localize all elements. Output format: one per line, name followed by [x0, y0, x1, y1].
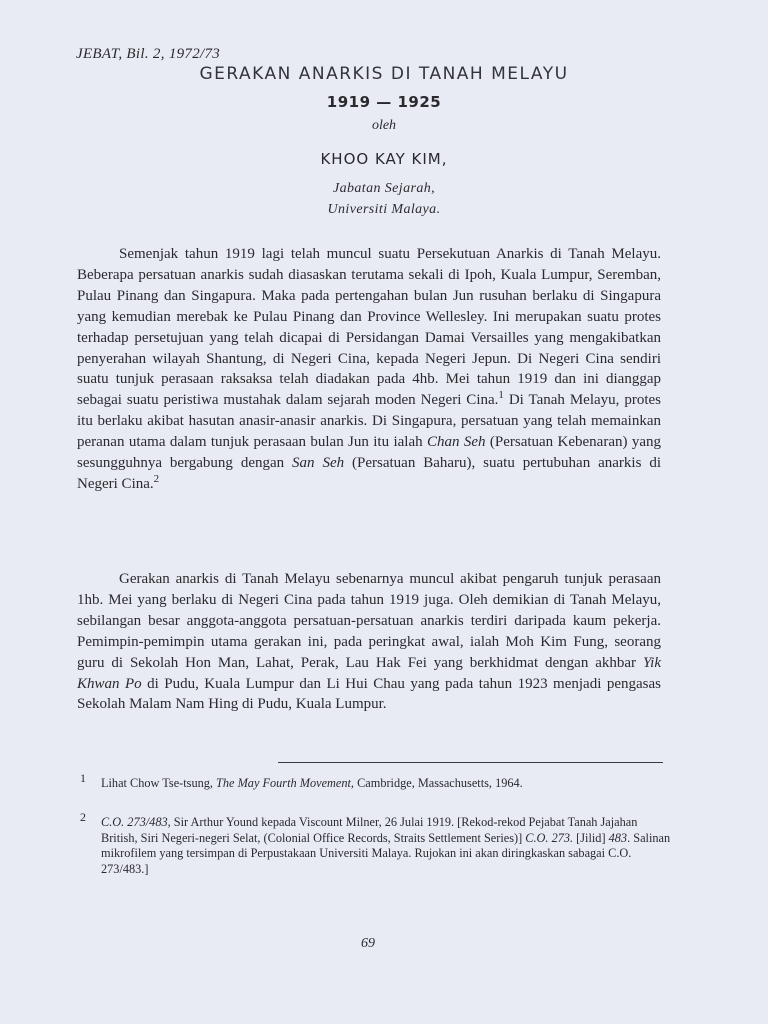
footnote-2	[101, 815, 673, 877]
fn2-text-b: [Jilid]	[573, 830, 609, 845]
footnote-1	[101, 776, 673, 792]
fn2-text-a: Sir Arthur Yound kepada Viscount Milner, 26 Julai 1919. [Rekod-rekod Pejabat Tanah Jajahan British, Siri Negeri-negeri Selat, (Colonial Office Records, Straits Settlement Series)]	[101, 815, 638, 845]
fn1-text-b: Cambridge, Massachusetts, 1964.	[354, 776, 523, 790]
p2-italic-newspaper: Yik Khwan Po	[77, 654, 661, 692]
fn1-text-a: Lihat Chow Tse-tsung,	[101, 776, 217, 790]
p1-text-c: (Persatuan Kebenaran) yang sesungguhnya bergabung dengan	[77, 434, 662, 472]
p1-text-d: (Persatuan Baharu), suatu pertubuhan anarkis di Negeri Cina.	[77, 455, 661, 492]
footnote-number-1: 1	[80, 771, 86, 785]
fn1-italic-book: The May Fourth Movement,	[216, 776, 355, 790]
p2-text-b: di Pudu, Kuala Lumpur dan Li Hui Chau yang pada tahun 1923 menjadi pengasas Sekolah Malam Nam Hing di Pudu, Kuala Lumpur.	[77, 675, 661, 713]
body-paragraph-2	[77, 569, 661, 715]
article-title: GERAKAN ANARKIS DI TANAH MELAYU	[199, 64, 569, 84]
author-name: KHOO KAY KIM,	[320, 150, 448, 168]
fn2-italic-ref3: 483	[608, 830, 628, 845]
byline-oleh: oleh	[371, 118, 397, 133]
footnote-ref-2: 2	[153, 472, 160, 485]
p1-text-b: Di Tanah Melayu, protes itu berlaku akibat hasutan anasir-anasir anarkis. Di Singapura, persatuan yang telah memainkan peranan utama dalam tunjuk perasaan bulan Jun itu ialah	[77, 392, 661, 451]
body-paragraph-1	[77, 244, 661, 495]
fn2-italic-ref2: C.O. 273.	[525, 830, 574, 845]
p1-italic-chan-seh: Chan Seh	[426, 434, 486, 451]
footnote-divider	[278, 762, 663, 763]
author-department: Jabatan Sejarah,	[332, 181, 436, 196]
fn2-text-c: . Salinan mikrofilem yang tersimpan di Perpustakaan Universiti Malaya. Rujokan ini akan diringkaskan sabagai C.O. 273/483.]	[101, 830, 671, 876]
page-number: 69	[361, 936, 375, 951]
author-university: Universiti Malaya.	[327, 202, 441, 217]
journal-reference: JEBAT, Bil. 2, 1972/73	[76, 46, 221, 62]
footnote-number-2: 2	[80, 810, 86, 824]
footnote-ref-1: 1	[498, 389, 504, 402]
p2-text-a: Gerakan anarkis di Tanah Melayu sebenarnya muncul akibat pengaruh tunjuk perasaan 1hb. Mei yang berlaku di Negeri Cina pada tahun 1919 juga. Oleh demikian di Tanah Melayu, sebilangan besar anggota-anggota persatuan-persatuan anarkis terdiri daripada kaum pekerja. Pemimpin-pemimpin utama gerakan ini, pada peringkat awal, ialah Moh Kim Fung, seorang guru di Sekolah Hon Man, Lahat, Perak, Lau Hak Fei yang berkhidmat dengan akhbar	[77, 571, 661, 671]
p1-text-a: Semenjak tahun 1919 lagi telah muncul suatu Persekutuan Anarkis di Tanah Melayu. Beberapa persatuan anarkis sudah diasaskan terutama sekali di Ipoh, Kuala Lumpur, Seremban, Pulau Pinang dan Singapura. Maka pada pertengahan bulan Jun rusuhan berlaku di Singapura yang kemudian merebak ke Pulau Pinang dan Province Wellesley. Ini merupakan suatu protes terhadap persetujuan yang telah dicapai di Persidangan Damai Versailles yang mengakibatkan penyerahan wilayah Shantung, di Negeri Cina, kepada Negeri Jepun. Di Negeri Cina sendiri suatu tunjuk perasaan raksaksa telah diadakan pada 4hb. Mei tahun 1919 dan ini dianggap sebagai suatu peristiwa mustahak dalam sejarah moden Negeri Cina.	[77, 246, 661, 409]
fn2-italic-ref1: C.O. 273/483,	[101, 815, 171, 829]
p1-italic-san-seh: San Seh	[292, 455, 345, 472]
article-years: 1919 — 1925	[326, 93, 442, 111]
